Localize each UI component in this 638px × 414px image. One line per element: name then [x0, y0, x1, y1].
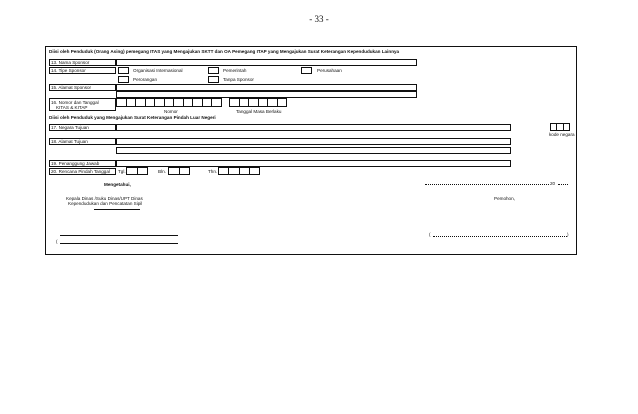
checkbox-tanpa-sponsor[interactable]	[208, 76, 219, 83]
country-code-cells[interactable]	[550, 123, 570, 131]
date-year-prefix: 20	[550, 181, 556, 186]
year-cells[interactable]	[218, 167, 260, 175]
official-title-line2: Kependudukan dan Pencatatan Sipil	[68, 201, 143, 206]
official-title-line1: Kepala Dinas /Suku Dinas/UPT Dinas	[66, 196, 143, 201]
responsible-person-label: 19. Penanggung Jawab	[49, 160, 116, 167]
number-caption: Nomor	[164, 109, 178, 114]
destination-country-label: 17. Negara Tujuan	[49, 124, 116, 131]
kitas-validity-date-cells[interactable]	[229, 98, 287, 107]
sponsor-name-label: 13. Nama Sponsor	[49, 59, 116, 66]
sponsor-address-field-2[interactable]	[116, 91, 417, 98]
month-label: Bln.	[158, 169, 166, 174]
sponsor-type-label: 14. Tipe Sponsor	[49, 67, 116, 74]
option-organisasi-internasional: Organisasi Internasional	[133, 68, 183, 73]
sponsor-name-field[interactable]	[116, 59, 417, 66]
applicant-name-line[interactable]	[433, 236, 567, 237]
option-perorangan: Perorangan	[133, 77, 158, 82]
planned-move-date-label: 20. Rencana Pindah Tanggal	[49, 168, 116, 175]
validity-caption: Tanggal Masa Berlaku	[236, 109, 282, 114]
section2-header: Diisi oleh Penduduk yang Mengajukan Surat Keterangan Pindah Luar Negeri	[49, 115, 216, 120]
country-code-caption: kode negara	[549, 132, 575, 137]
checkbox-pemerintah[interactable]	[208, 67, 219, 74]
destination-address-field-2[interactable]	[116, 147, 511, 154]
destination-country-field[interactable]	[116, 124, 511, 131]
place-date-line[interactable]	[425, 184, 549, 185]
checkbox-perorangan[interactable]	[118, 76, 129, 83]
destination-address-label: 18. Alamat Tujuan	[49, 138, 116, 145]
section1-header: Diisi oleh Penduduk (Orang Asing) pemegang ITAS yang Mengajukan SKTT dan OA Pemegang ITAP yang Mengajukan Surat Keterangan Kependudukan Lainnya	[49, 49, 400, 54]
option-pemerintah: Pemerintah	[223, 68, 247, 73]
official-signature-line	[94, 209, 140, 210]
form-frame	[45, 46, 577, 255]
kitas-label	[49, 98, 116, 111]
responsible-person-field[interactable]	[116, 160, 511, 167]
sponsor-address-label: 15. Alamat Sponsor	[49, 84, 116, 91]
kitas-number-cells[interactable]	[116, 98, 222, 107]
day-cells[interactable]	[126, 167, 148, 175]
year-line[interactable]	[558, 184, 568, 185]
acknowledged-text: Mengetahui,	[104, 182, 131, 187]
sponsor-address-field-1[interactable]	[116, 84, 417, 91]
destination-address-field-1[interactable]	[116, 138, 511, 145]
month-cells[interactable]	[168, 167, 190, 175]
option-perusahaan: Perusahaan	[317, 68, 342, 73]
page-number: - 33 -	[309, 14, 329, 24]
official-name-upper-line	[60, 235, 178, 236]
year-label: Thn.	[208, 169, 218, 174]
official-name-prefix: (	[56, 239, 58, 244]
kitas-label-line2: KITAS & KITAP	[56, 104, 88, 110]
applicant-name-close: )	[567, 232, 569, 237]
day-label: Tgl.	[118, 169, 126, 174]
applicant-label: Pemohon,	[494, 196, 515, 201]
official-name-line[interactable]	[60, 243, 178, 244]
option-tanpa-sponsor: Tanpa Sponsor	[223, 77, 254, 82]
checkbox-organisasi-internasional[interactable]	[118, 67, 129, 74]
kitas-label-line1: 16. Nomor dan Tanggal	[51, 99, 99, 105]
applicant-name-open: (	[429, 232, 431, 237]
checkbox-perusahaan[interactable]	[301, 67, 312, 74]
